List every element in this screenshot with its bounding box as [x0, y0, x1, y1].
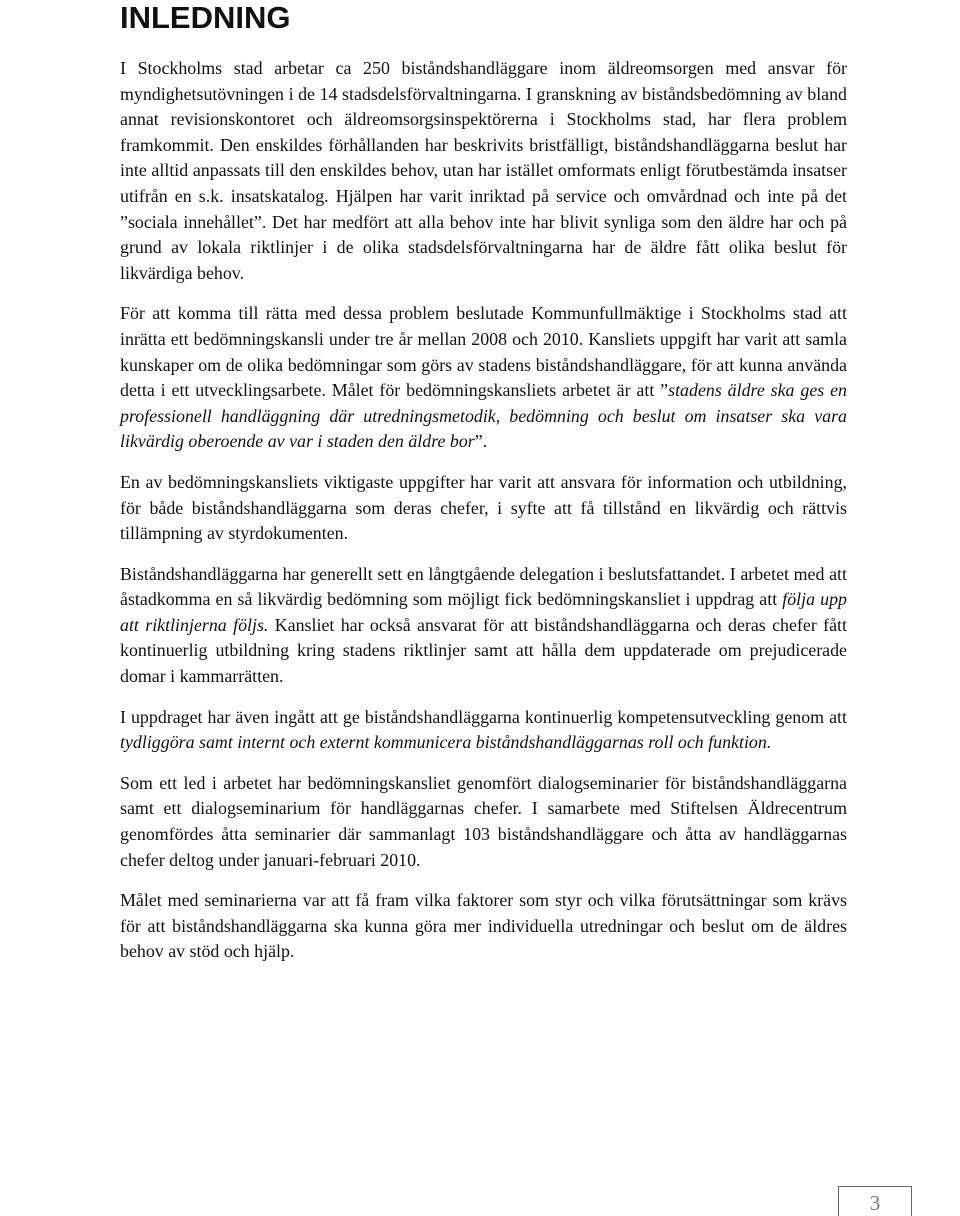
page-number: 3 [869, 1191, 881, 1215]
paragraph-6 [120, 771, 847, 873]
paragraph-7-text: Målet med seminarierna var att få fram vilka faktorer som styr och vilka förutsättningar som krävs för att biståndshandläggarna ska kunna göra mer individuella utredningar och beslut om de äldres behov av stöd och hjälp. [120, 890, 847, 962]
paragraph-2 [120, 301, 847, 455]
paragraph-5-emphasis: tydliggöra samt internt och externt kommunicera biståndshandläggarnas roll och funktion. [120, 732, 772, 753]
page-title: INLEDNING [120, 0, 291, 35]
page-number-box [838, 1186, 912, 1216]
paragraph-2-text-b: ”. [474, 431, 488, 452]
paragraph-7 [120, 888, 847, 965]
paragraph-1 [120, 56, 847, 286]
paragraph-4-text-a: Biståndshandläggarna har generellt sett en långtgående delegation i beslutsfattandet. I arbetet med att åstadkomma en så likvärdig bedömning som möjligt fick bedömningskansliet i uppdrag att [120, 563, 847, 610]
body-text [120, 56, 847, 980]
paragraph-3 [120, 470, 847, 547]
paragraph-5 [120, 705, 847, 756]
paragraph-4 [120, 562, 847, 690]
paragraph-2-text-a: För att komma till rätta med dessa problem beslutade Kommunfullmäktige i Stockholms stad att inrätta ett bedömningskansli under tre år mellan 2008 och 2010. Kansliets uppgift har varit att samla kunskaper om de olika bedömningar som görs av stadens biståndshandläggare, för att kunna använda detta i ett utvecklingsarbete. Målet för bedömningskansliets arbetet är att ” [120, 303, 847, 401]
paragraph-2-quote: stadens äldre ska ges en professionell handläggning där utredningsmetodik, bedömning och beslut om insatser ska vara likvärdig oberoende av var i staden den äldre bor [120, 380, 847, 452]
paragraph-6-text: Som ett led i arbetet har bedömningskansliet genomfört dialogseminarier för biståndshandläggarna samt ett dialogseminarium för handläggarnas chefer. I samarbete med Stiftelsen Äldrecentrum genomfördes åtta seminarier där sammanlagt 103 biståndshandläggare och åtta av handläggarnas chefer deltog under januari-februari 2010. [120, 772, 847, 870]
paragraph-4-emphasis: följa upp att riktlinjerna följs. [120, 589, 847, 635]
paragraph-1-text: I Stockholms stad arbetar ca 250 biståndshandläggare inom äldreomsorgen med ansvar för myndighetsutövningen i de 14 stadsdelsförvaltningarna. I granskning av biståndsbedömning av bland annat revisionskontoret och äldreomsorgsinspektörerna i Stockholms stad, har flera problem framkommit. Den enskildes förhållanden har beskrivits bristfälligt, biståndshandläggarna beslut har inte alltid anpassats till den enskildes behov, utan har istället omformats enligt förutbestämda insatser utifrån en s.k. insatskatalog. Hjälpen har varit inriktad på service och omvårdnad och inte på det ”sociala innehållet”. Det har medfört att alla behov inte har blivit synliga som den äldre har och på grund av lokala riktlinjer i de olika stadsdelsförvaltningarna har de äldre fått olika beslut för likvärdiga behov. [120, 58, 847, 283]
paragraph-3-text: En av bedömningskansliets viktigaste uppgifter har varit att ansvara för information och utbildning, för både biståndshandläggarna som deras chefer, i syfte att få tillstånd en likvärdig och rättvis tillämpning av styrdokumenten. [120, 471, 847, 544]
paragraph-4-text-b: Kansliet har också ansvarat för att biståndshandläggarna och deras chefer fått kontinuerlig utbildning kring stadens riktlinjer samt att hålla dem uppdaterade om prejudicerade domar i kammarrätten. [120, 614, 847, 687]
paragraph-5-text-a: I uppdraget har även ingått att ge biståndshandläggarna kontinuerlig kompetensutveckling genom att [120, 706, 847, 727]
